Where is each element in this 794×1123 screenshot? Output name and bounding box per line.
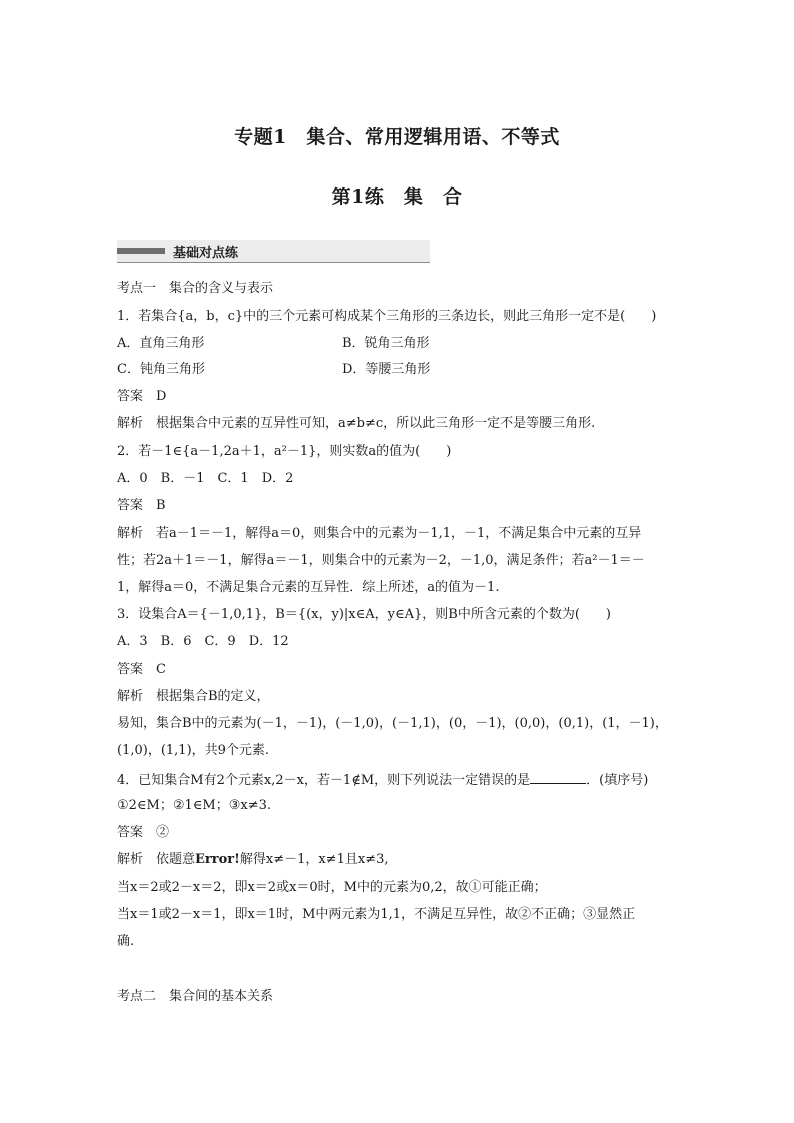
question-3-analysis-line-1: 解析 根据集合B的定义， xyxy=(117,689,270,704)
question-2-analysis-line-3: 1，解得a＝0，不满足集合元素的互异性．综上所述，a的值为－1. xyxy=(117,580,500,595)
section-bar-marker xyxy=(117,248,165,254)
question-1-answer: 答案 D xyxy=(117,389,167,404)
question-3-options: A．3 B．6 C．9 D．12 xyxy=(117,634,289,649)
question-4-items: ①2∈M；②1∈M；③x≠3. xyxy=(117,798,272,813)
question-1-option-a: A．直角三角形 xyxy=(117,336,205,351)
analysis-prefix: 解析 依题意 xyxy=(117,852,196,867)
question-2-options: A．0 B．－1 C．1 D．2 xyxy=(117,471,294,486)
question-3-analysis-line-3: (1,0)，(1,1)，共9个元素. xyxy=(117,743,270,758)
section-header-bar xyxy=(117,240,430,263)
question-3-stem: 3．设集合A＝{－1,0,1}，B＝{(x，y)|x∈A，y∈A}，则B中所含元素的个数为( ) xyxy=(117,607,611,622)
question-2-stem: 2．若－1∈{a－1,2a＋1，a²－1}，则实数a的值为( ) xyxy=(117,444,452,459)
answer-blank xyxy=(530,771,586,784)
page-subtitle: 第1练 集 合 xyxy=(331,186,463,208)
question-4-analysis-line-1 xyxy=(117,852,388,868)
question-1-analysis: 解析 根据集合中元素的互异性可知，a≠b≠c，所以此三角形一定不是等腰三角形. xyxy=(117,416,596,431)
topic-one-heading: 考点一 集合的含义与表示 xyxy=(117,281,274,296)
question-1-option-c: C．钝角三角形 xyxy=(117,362,205,377)
question-1-stem: 1．若集合{a，b，c}中的三个元素可构成某个三角形的三条边长，则此三角形一定不是( ) xyxy=(117,309,657,324)
topic-two-heading: 考点二 集合间的基本关系 xyxy=(117,989,274,1004)
question-1-option-b: B．锐角三角形 xyxy=(342,336,430,351)
question-4-analysis-line-4: 确. xyxy=(117,934,135,949)
question-4-stem-text: 4．已知集合M有2个元素x,2－x，若－1∉M，则下列说法一定错误的是 xyxy=(117,773,531,788)
question-2-answer: 答案 B xyxy=(117,498,166,513)
question-4-stem xyxy=(117,771,648,789)
page-title: 专题1 集合、常用逻辑用语、不等式 xyxy=(234,126,560,148)
question-4-analysis-line-3: 当x＝1或2－x＝1，即x＝1时，M中两元素为1,1，不满足互异性，故②不正确；③显然正 xyxy=(117,907,636,922)
question-4-analysis-line-2: 当x＝2或2－x＝2，即x＝2或x＝0时，M中的元素为0,2，故①可能正确； xyxy=(117,880,547,895)
question-1-option-d: D．等腰三角形 xyxy=(342,362,431,377)
question-2-analysis-line-2: 性；若2a＋1＝－1，解得a＝－1，则集合中的元素为－2，－1,0，满足条件；若a²－1＝－ xyxy=(117,553,645,568)
analysis-suffix: 解得x≠－1，x≠1且x≠3, xyxy=(239,852,389,867)
section-label: 基础对点练 xyxy=(173,246,239,261)
question-3-analysis-line-2: 易知，集合B中的元素为(－1，－1)，(－1,0)，(－1,1)，(0，－1)，(0,0)，(0,1)，(1，－1)， xyxy=(117,716,668,731)
question-4-stem-suffix: ．(填序号) xyxy=(586,773,649,788)
question-3-answer: 答案 C xyxy=(117,662,166,677)
question-4-answer: 答案 ② xyxy=(117,825,170,840)
question-2-analysis-line-1: 解析 若a－1＝－1，解得a＝0，则集合中的元素为－1,1，－1，不满足集合中元素的互异 xyxy=(117,526,642,541)
analysis-error-text: Error! xyxy=(195,852,240,867)
